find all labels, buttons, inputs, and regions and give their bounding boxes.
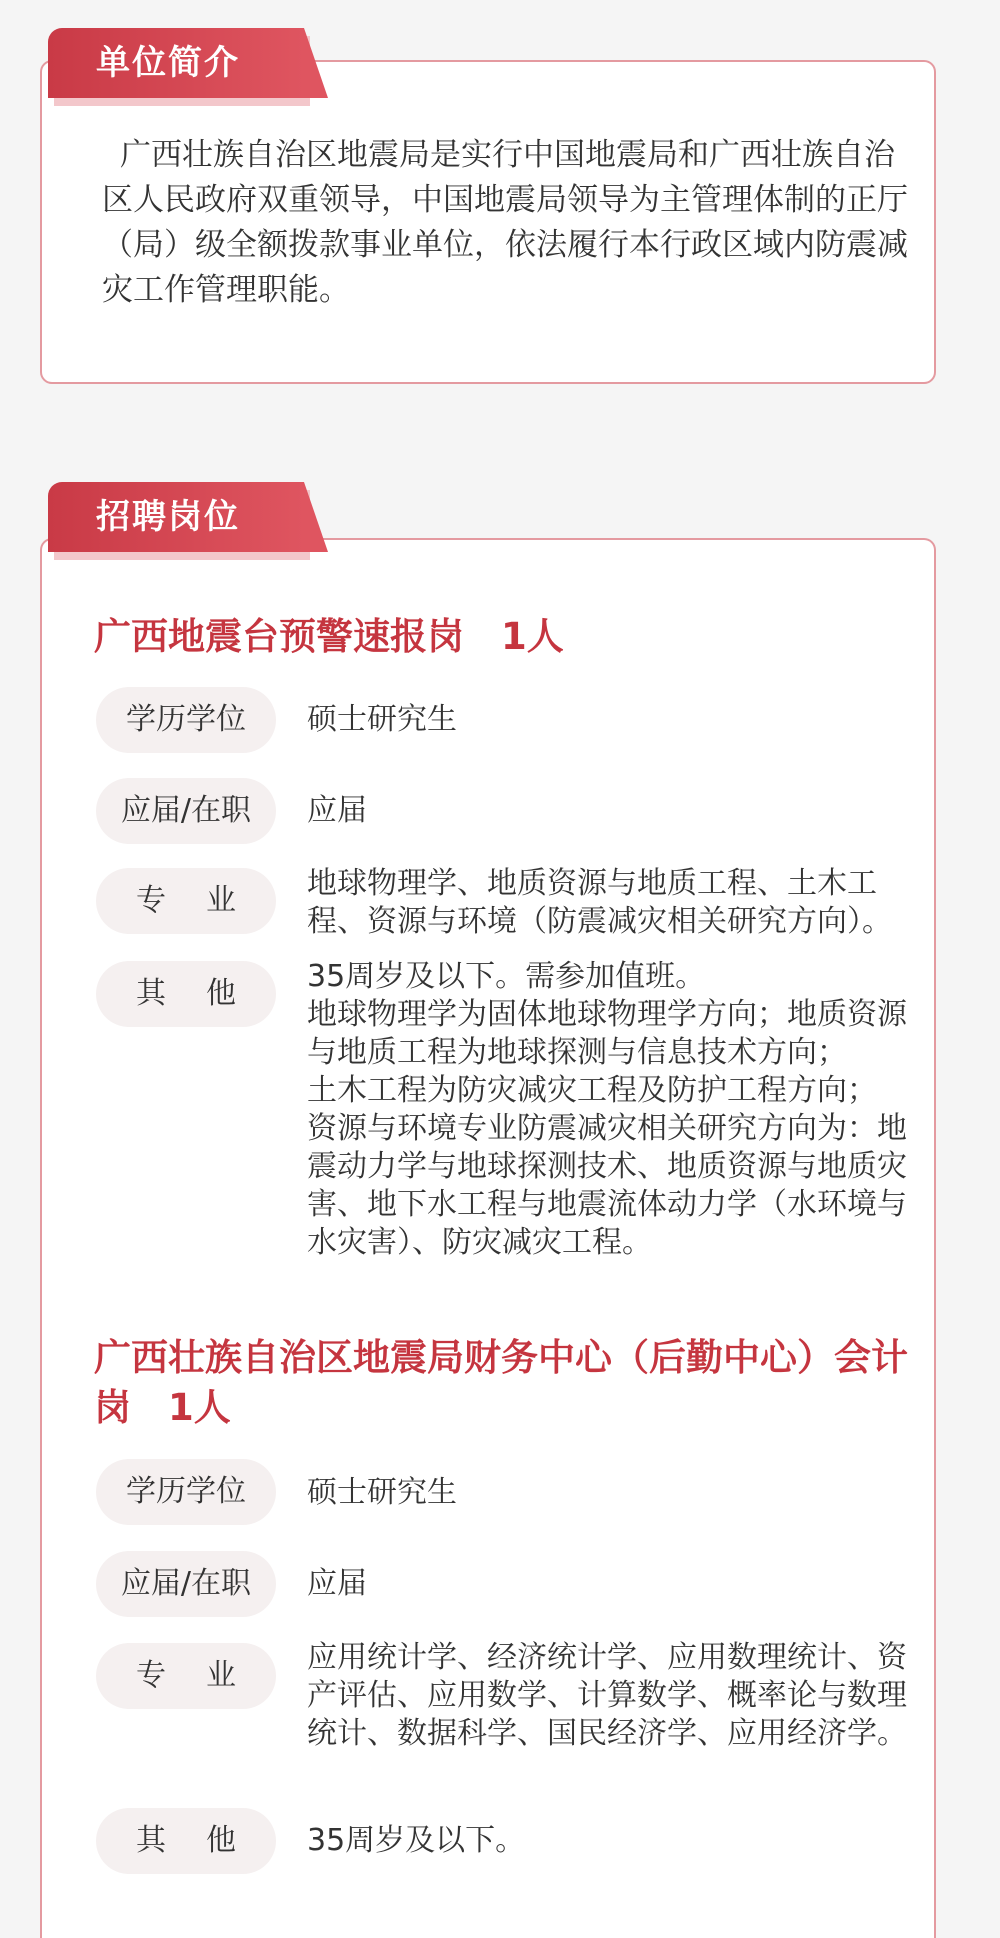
job-title: 广西壮族自治区地震局财务中心（后勤中心）会计岗 1人 xyxy=(94,1336,908,1429)
major-label: 专 业 xyxy=(96,868,276,934)
other-label: 其 他 xyxy=(96,1808,276,1874)
status-label: 应届/在职 xyxy=(96,778,276,844)
major-label: 专 业 xyxy=(96,1643,276,1709)
status-value: 应届 xyxy=(307,1566,367,1601)
degree-value: 硕士研究生 xyxy=(307,1475,457,1510)
degree-label: 学历学位 xyxy=(96,1459,276,1525)
degree-value: 硕士研究生 xyxy=(307,702,457,737)
status-value: 应届 xyxy=(307,793,367,828)
jobs-tab: 招聘岗位 xyxy=(48,482,304,552)
intro-text: 广西壮族自治区地震局是实行中国地震局和广西壮族自治区人民政府双重领导，中国地震局领导为主管理体制的正厅（局）级全额拨款事业单位，依法履行本行政区域内防震减灾工作管理职能。 xyxy=(102,137,908,308)
degree-label: 学历学位 xyxy=(96,687,276,753)
other-value: 35周岁及以下。 xyxy=(307,1823,526,1858)
status-label: 应届/在职 xyxy=(96,1551,276,1617)
major-value: 地球物理学、地质资源与地质工程、土木工程、资源与环境（防震减灾相关研究方向）。 xyxy=(307,866,892,939)
intro-tab: 单位简介 xyxy=(48,28,304,98)
other-value: 35周岁及以下。需参加值班。 地球物理学为固体地球物理学方向；地质资源与地质工程为地球探测与信息技术方向； 土木工程为防灾减灾工程及防护工程方向； 资源与环境专业防震减灾相关研究方向为：地震动力学与地球探测技术、地质资源与地质灾害、地下水工程与地震流体动力学（水环境与水灾害）、防灾减灾工程。 xyxy=(307,959,907,1260)
major-value: 应用统计学、经济统计学、应用数理统计、资产评估、应用数学、计算数学、概率论与数理统计、数据科学、国民经济学、应用经济学。 xyxy=(307,1640,907,1751)
job-title: 广西地震台预警速报岗 1人 xyxy=(94,615,564,658)
other-label: 其 他 xyxy=(96,961,276,1027)
